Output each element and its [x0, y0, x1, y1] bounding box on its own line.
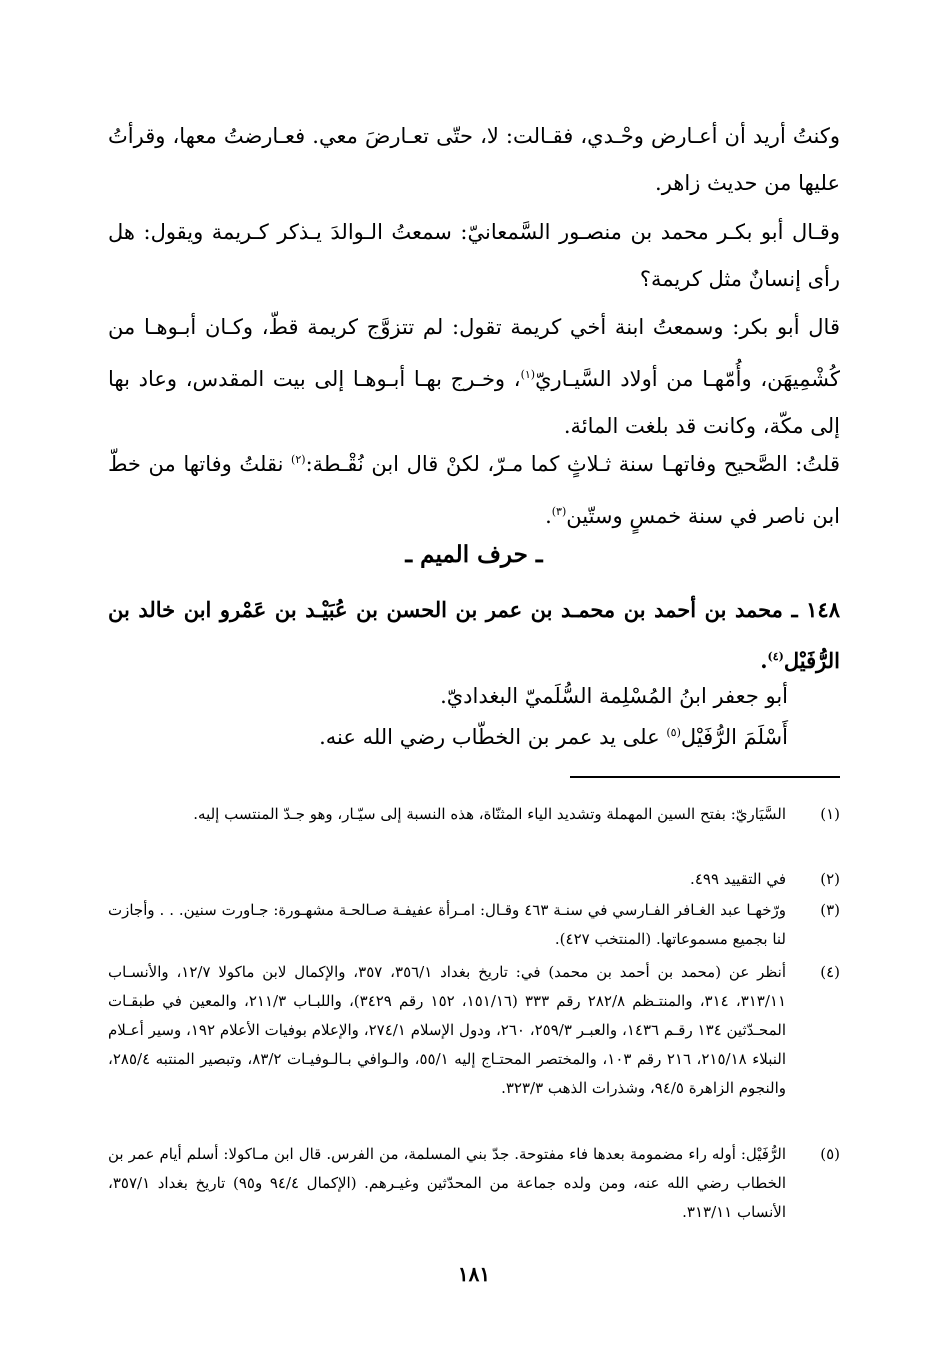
paragraph-3-text-b: ، وخـرج بهـا أبـوهـا إلى بيت المقدس، وعاد بها إلى مكّة، وكانت قد بلغت المائة. [108, 367, 840, 438]
footnote-5 [108, 1140, 840, 1227]
entry-line-1: أبو جعفر ابنُ المُسْلِمة السُّلَميّ البغداديّ. [440, 684, 788, 708]
footnote-ref-4[interactable]: (٤) [767, 650, 784, 663]
paragraph-2-text: وقـال أبو بكـر محمد بن منصـور السَّمعانيّ: سمعتُ الـوالدَ يـذكر كـريمة ويقول: هل رأى إنسانٌ مثل كريمة؟ [108, 220, 840, 291]
footnote-1 [108, 800, 840, 829]
paragraph-4-text-a: قلتُ: الصَّحيح وفاتهـا سنة ثـلاثٍ كما مـرّ، لكنْ قال ابن نُقْـطة: [305, 452, 840, 476]
footnote-text: في التقييد ٤٩٩. [690, 870, 786, 888]
entry-line-2-text-a: أَسْلَمَ الرُّفَيْل [680, 725, 788, 749]
paragraph-4 [108, 436, 840, 540]
section-heading: ـ حرف الميم ـ [405, 541, 543, 568]
footnote-number: (٤) [820, 963, 840, 981]
paragraph-1 [108, 113, 840, 207]
entry-line-2-text-b: على يد عمر بن الخطّاب رضي الله عنه. [319, 725, 667, 749]
entry-title-text: ١٤٨ ـ محمد بن أحمد بن محمـد بن عمر بن الحسن بن عُبَيْـد بن عَمْرو ابن خالد بن الرُّفَيْل [108, 597, 840, 673]
paragraph-4-text-c: . [545, 504, 552, 528]
footnote-number: (٣) [820, 901, 840, 919]
paragraph-3 [108, 304, 840, 450]
footnote-number: (١) [820, 805, 840, 823]
footnote-ref-2[interactable]: (٢) [291, 453, 306, 466]
paragraph-3-text-a: قال أبو بكر: وسمعتُ ابنة أخي كريمة تقول: لم تتزوَّج كريمة قطّ، وكـان أبـوهـا من كُشْمِيهَن، وأُمّهـا من أولاد السَّيـاريّ [108, 315, 841, 391]
footnote-number: (٥) [820, 1145, 840, 1163]
footnote-divider [570, 776, 840, 778]
footnote-number: (٢) [820, 870, 840, 888]
footnote-text: السَّيَاريّ: بفتح السين المهملة وتشديد الياء المثنّاة، هذه النسبة إلى سيّـار، وهو جـدّ المنتسب إليه. [193, 805, 786, 823]
paragraph-2 [108, 209, 840, 303]
entry-title [108, 586, 840, 684]
footnote-text: ورّخهـا عبد الغـافر الفـارسي في سنـة ٤٦٣ وقـال: امـرأة عفيفـة صـالحـة مشهـورة: جـاورت سنين. . . وأجازت لنا بجميع مسموعاتها. (المنتخب ٤٢٧). [108, 901, 786, 948]
footnote-ref-3[interactable]: (٣) [551, 505, 567, 518]
footnote-ref-5[interactable]: (٥) [666, 726, 681, 739]
paragraph-4-text-b: نقلتُ وفاتها من خطّ ابن ناصر في سنة خمسٍ وستّين [108, 452, 840, 528]
footnote-text: أنظر عن (محمد بن أحمد بن محمد) في: تاريخ بغداد ٣٥٦/١، ٣٥٧، والإكمال لابن ماكولا ١٢/٧، والأنسـاب ٣١٣/١١، ٣١٤، والمنتـظم ٢٨٢/٨ رقم ٣٣٣ (١٥١/١٦، ١٥٢ رقم ٣٤٢٩)، واللبـاب ٢١١/٣، والمعين في طبقـات المحـدّثين ١٣٤ رقـم ١٤٣٦، والعبـر ٢٥٩/٣، ٢٦٠، ودول الإسلام ٢٧٤/١، والإعلام بوفيات الأعلام ١٩٢، وسير أعـلام النبلاء ٢١٥/١٨، ٢١٦ رقم ١٠٣، والمختصر المحتـاج إليه ٥٥/١، والـوافي بـالـوفيـات ٨٣/٢، وتبصير المنتبه ٢٨٥/٤، والنجوم الزاهرة ٩٤/٥، وشذرات الذهب ٣٢٣/٣. [108, 963, 787, 1097]
footnote-3 [108, 896, 840, 954]
page-number: ١٨١ [457, 1262, 491, 1286]
paragraph-1-text: وكنتُ أريد أن أعـارض وحْـدي، فقـالت: لا، حتّى تعـارضَ معي. فعـارضتُ معها، وقرأتُ عليها من حديث زاهر. [108, 124, 840, 195]
entry-title-end: . [760, 648, 768, 673]
footnote-2 [108, 865, 840, 894]
entry-line-2 [108, 713, 788, 757]
footnote-4 [108, 958, 840, 1103]
footnote-text: الرُّفَيْل: أوله راء مضمومة بعدها فاء مفتوحة. جدّ بني المسلمة، من الفرس. قال ابن مـاكولا: أسلم أيام عمر بن الخطاب رضي الله عنه، ومن ولده جماعة من المحدّثين وغيـرهم. (الإكمال ٩٤/٤ و٩٥) تاريخ بغداد ٣٥٧/١، الأنساب ٣١٣/١١. [108, 1145, 787, 1221]
footnote-ref-1[interactable]: (١) [520, 368, 536, 381]
